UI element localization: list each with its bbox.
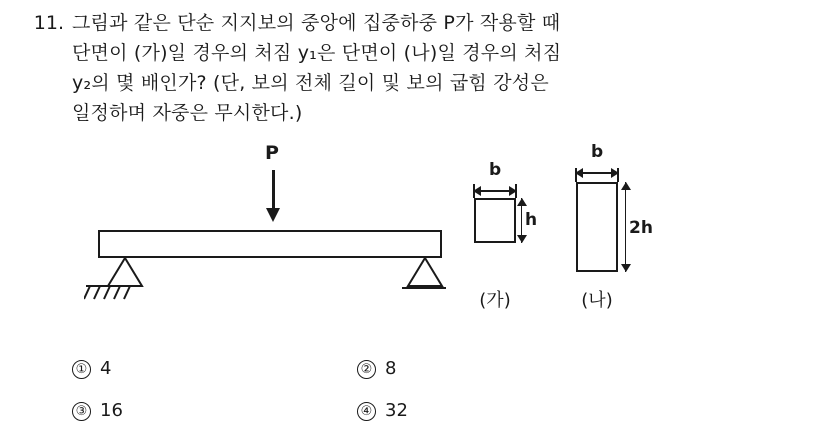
beam-body: [98, 230, 442, 258]
question-stem: [26, 8, 796, 128]
choice-1[interactable]: [72, 358, 111, 379]
ground-hatch-icon: [84, 284, 136, 306]
load-arrow-shaft: [272, 170, 275, 212]
section-ga-tick-left: [473, 184, 475, 198]
choice-2-label: 8: [385, 358, 397, 379]
roller-support-right-icon: [406, 258, 444, 288]
section-ga-caption: (가): [479, 290, 511, 311]
choice-3-marker: ③: [72, 402, 91, 421]
choice-3-label: 16: [100, 400, 123, 421]
section-na-height-line: [625, 182, 626, 272]
question-row: [26, 8, 796, 128]
choice-1-marker: ①: [72, 360, 91, 379]
section-na-rect: [576, 182, 618, 272]
section-ga-tick-right: [515, 184, 517, 198]
section-ga-height-label: h: [525, 210, 538, 230]
section-ga-height-arrow-top: [517, 198, 527, 206]
section-ga-width-label: b: [489, 160, 502, 180]
question-text: [72, 8, 796, 128]
choice-4-marker: ④: [357, 402, 376, 421]
choice-3[interactable]: [72, 400, 123, 421]
beam-diagram: [80, 140, 460, 320]
choice-2[interactable]: [357, 358, 396, 379]
section-na-width-label: b: [591, 142, 604, 162]
section-na-tick-right: [617, 168, 619, 182]
choice-4[interactable]: [357, 400, 408, 421]
question-number: 11.: [33, 12, 64, 34]
load-arrow-head: [266, 208, 280, 222]
section-na-height-label: 2h: [629, 218, 653, 238]
choice-2-marker: ②: [357, 360, 376, 379]
section-na-height-arrow-bottom: [621, 264, 631, 272]
question-line-1: 그림과 같은 단순 지지보의 중앙에 집중하중 P가 작용할 때: [72, 12, 561, 34]
cross-sections: [465, 142, 765, 348]
question-line-4: 일정하며 자중은 무시한다.): [72, 102, 303, 124]
load-label-p: P: [265, 142, 279, 164]
section-na-tick-left: [575, 168, 577, 182]
question-line-3: y₂의 몇 배인가? (단, 보의 전체 길이 및 보의 굽힘 강성은: [72, 72, 549, 94]
question-line-2: 단면이 (가)일 경우의 처짐 y₁은 단면이 (나)일 경우의 처짐: [72, 42, 562, 64]
section-na-height-arrow-top: [621, 182, 631, 190]
choice-4-label: 32: [385, 400, 408, 421]
section-na-caption: (나): [581, 290, 613, 311]
roller-support-base: [402, 287, 446, 289]
figure: [0, 140, 826, 340]
choice-1-label: 4: [100, 358, 112, 379]
section-ga-rect: [474, 198, 516, 243]
pin-support-left-icon: [90, 258, 122, 284]
section-ga-height-arrow-bottom: [517, 235, 527, 243]
